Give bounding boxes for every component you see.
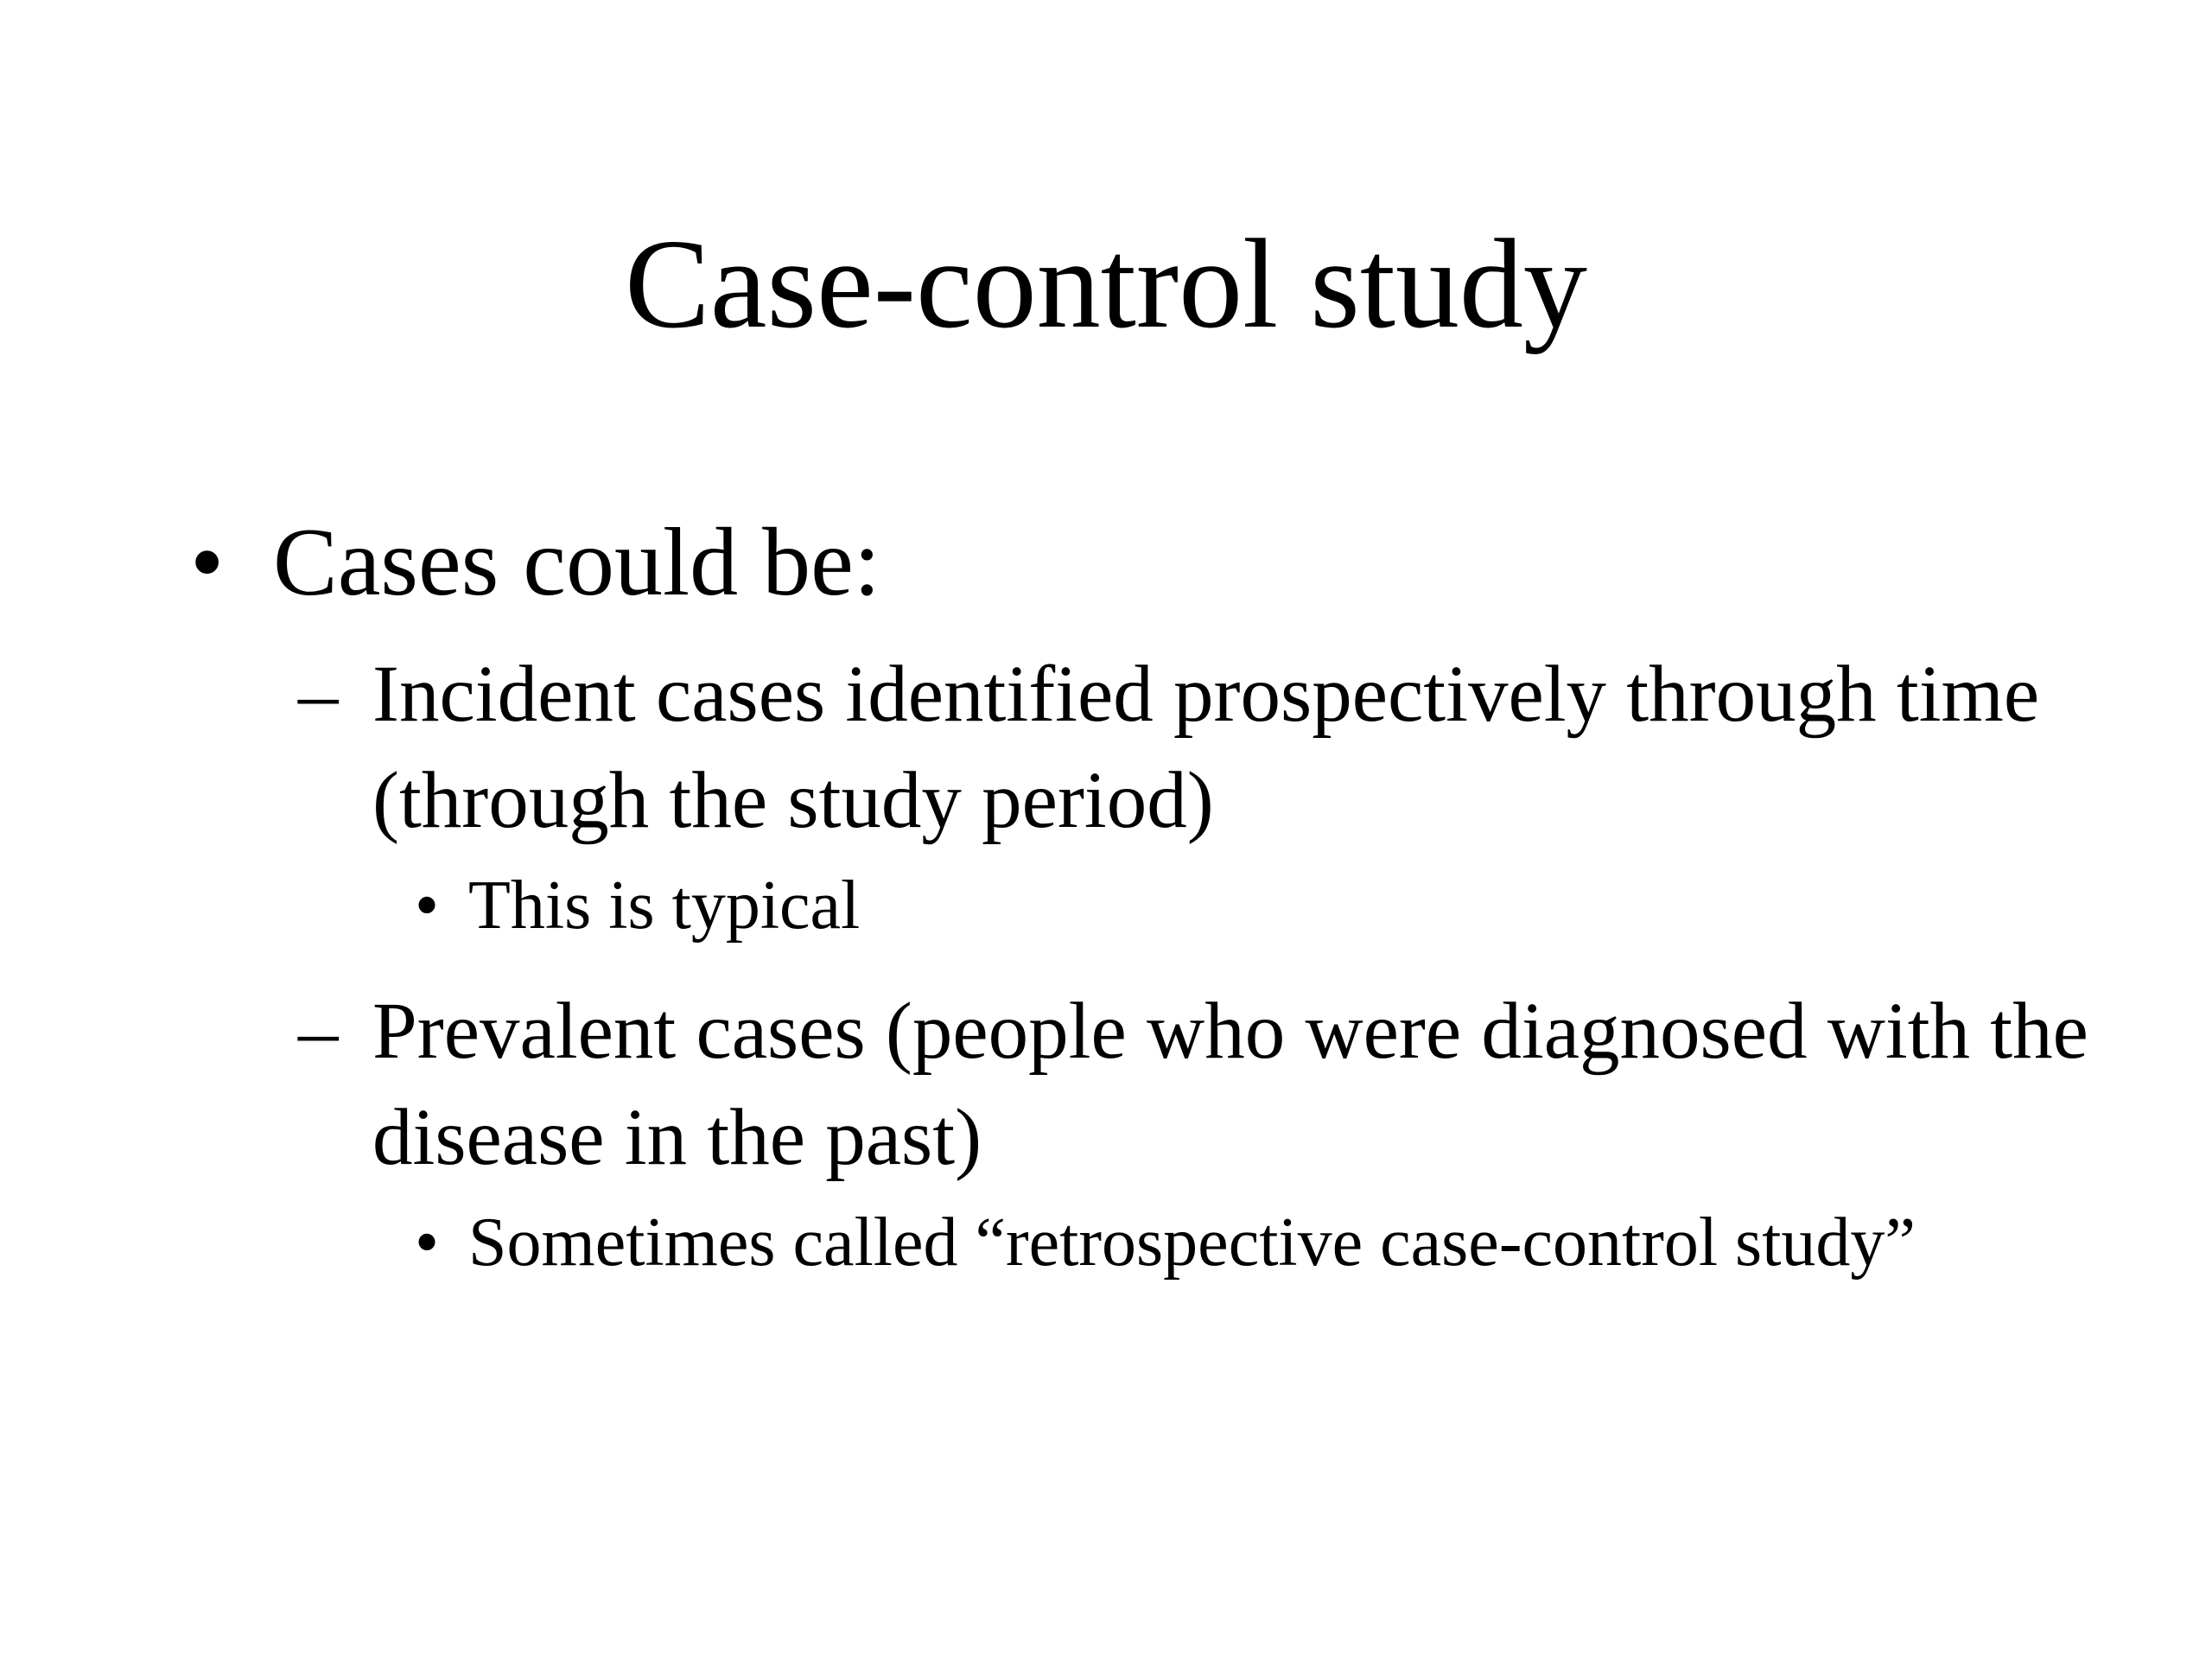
dash-marker: – [298,987,339,1076]
bullet-dot: • [190,509,225,616]
sub-bullet-incident [298,641,2144,854]
slide-title: Case-control study [625,213,1587,355]
sub-bullet-text: Incident cases identified prospectively through time (through the study period) [372,650,2040,845]
bullet-level1 [190,509,880,616]
dash-marker: – [298,650,339,739]
sub-bullet-prevalent [298,978,2144,1191]
sub-bullet-text: Prevalent cases (people who were diagnosed with the disease in the past) [372,987,2088,1182]
bullet-dot: • [415,868,440,944]
sub-sub-bullet-text: This is typical [468,868,861,944]
sub-sub-bullet-typical [415,868,861,944]
bullet-dot: • [415,1205,440,1281]
sub-sub-bullet-retrospective [415,1205,1916,1281]
sub-sub-bullet-text: Sometimes called “retrospective case-control study” [468,1205,1916,1281]
bullet-text: Cases could be: [273,509,880,616]
